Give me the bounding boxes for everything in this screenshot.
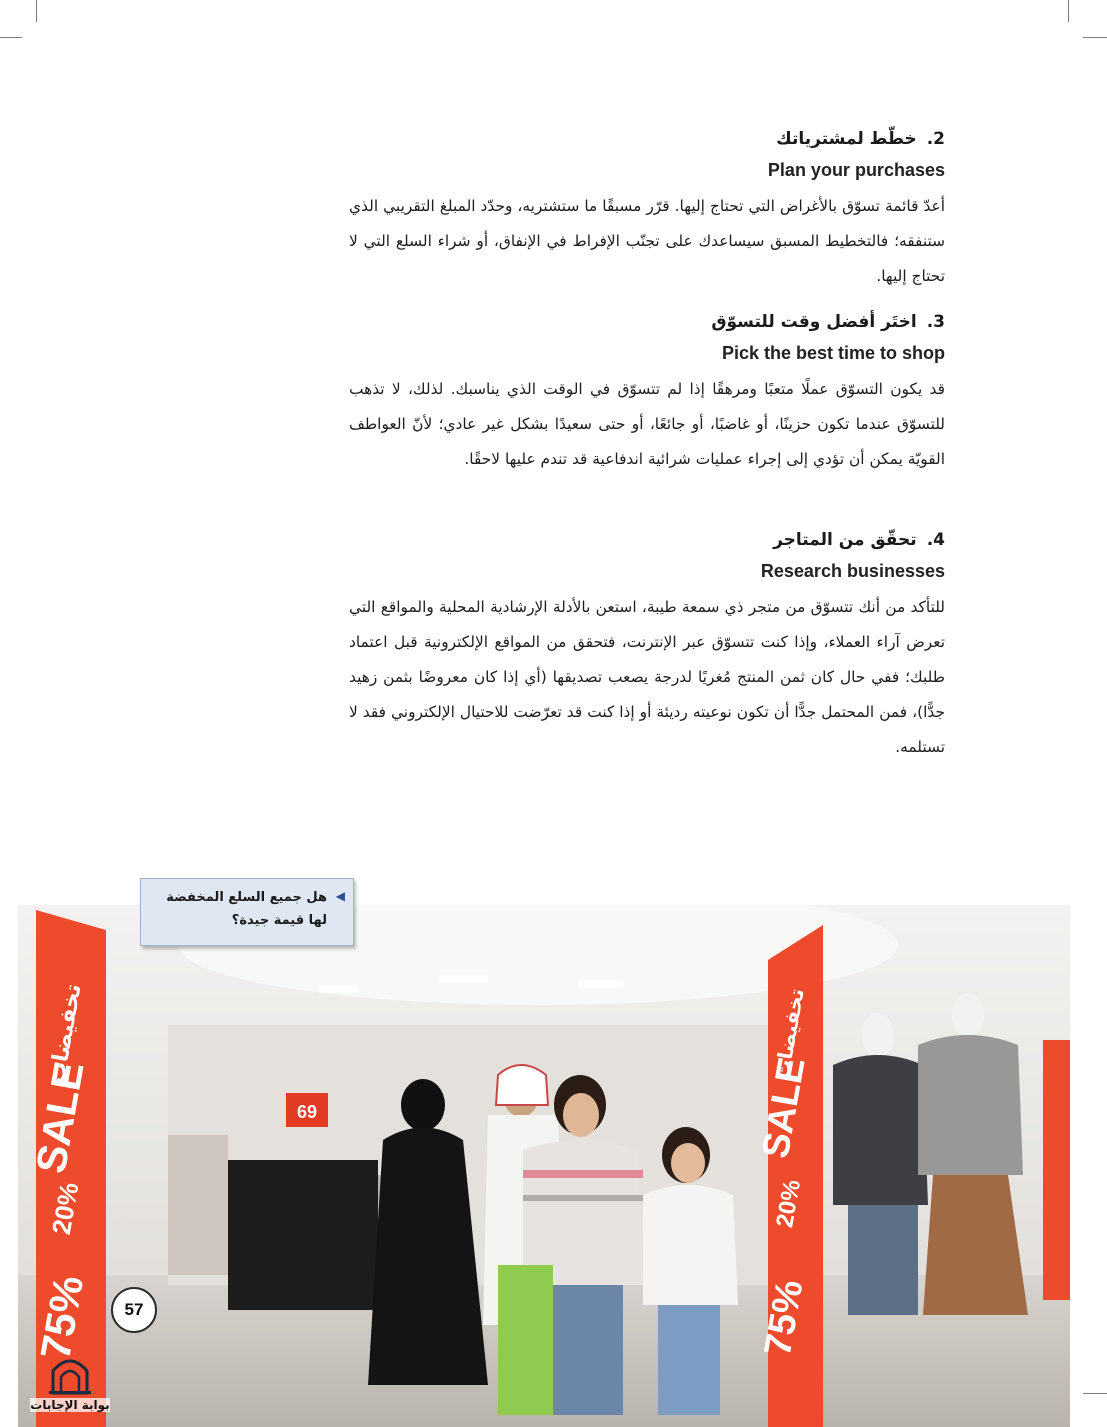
crop-mark: [36, 0, 37, 22]
crop-mark: [1083, 37, 1107, 38]
right-sign-sale: SALE: [754, 1054, 814, 1162]
triangle-pointer-icon: ◀: [335, 889, 345, 903]
section-2-paragraph: أعدّ قائمة تسوّق بالأغراض التي تحتاج إليها. قرّر مسبقًا ما ستشتريه، وحدّد المبلغ التقريبي الذي ستنفقه؛ فالتخطيط المسبق سيساعدك على تجنّب الإفراط في الإنفاق، أو شراء السلع التي لا تحتاج إليها.: [349, 197, 945, 285]
mall-photo: [18, 905, 1070, 1427]
section-4-paragraph: للتأكد من أنك تتسوّق من متجر ذي سمعة طيبة، استعن بالأدلة الإرشادية المحلية والمواقع التي تعرض آراء العملاء، وإذا كنت تتسوّق عبر الإنترنت، فتحقق من المواقع الإلكترونية قبل اعتماد طلبك؛ ففي حال كان ثمن المنتج مُغريًا لدرجة يصعب تصديقها (أي إذا كان معروضًا بثمن زهيد جدًّا)، فمن المحتمل جدًّا أن تكون نوعيته رديئة أو إذا كنت قد تعرّضت للاحتيال الإلكتروني فقد لا تستلمه.: [349, 598, 945, 756]
portal-label: بوابة الإجابات: [30, 1398, 110, 1412]
crop-mark: [1083, 1393, 1107, 1394]
price-tag-text: 69: [296, 1102, 318, 1122]
section-title-ar: 4.تحقّق من المتاجر: [773, 530, 945, 550]
section-4-header: [349, 528, 945, 584]
section-number: 2.: [926, 129, 945, 149]
portal-building-icon: [47, 1353, 93, 1395]
section-3-header: [349, 310, 945, 366]
question-callout: [140, 878, 354, 946]
left-sign-sale: SALE: [26, 1058, 93, 1177]
left-sign-ar: تخفيضات: [44, 981, 87, 1086]
mall-scene-illustration: [18, 905, 1070, 1427]
right-sign-pct1: 20%: [771, 1177, 807, 1230]
callout-line-2: لها قيمة جيدة؟: [231, 913, 327, 928]
section-number: 3.: [926, 312, 945, 332]
section-number: 4.: [926, 530, 945, 550]
section-title-en: Research businesses: [760, 561, 945, 581]
left-sign-pct1: 20%: [45, 1180, 85, 1237]
callout-text: [149, 886, 327, 932]
section-2-header: [349, 127, 945, 183]
right-sign-pct2: 75%: [756, 1276, 812, 1360]
crop-mark: [0, 37, 22, 38]
left-sign-pct2: 75%: [31, 1272, 93, 1363]
right-sign-ar: تخفيضات: [769, 986, 809, 1082]
crop-mark: [1068, 0, 1069, 22]
callout-line-1: هل جميع السلع المخفضة: [166, 890, 327, 905]
section-title-ar: 2.خطّط لمشترياتك: [776, 129, 945, 149]
section-title-ar: 3.اختَر أفضل وقت للتسوّق: [711, 312, 945, 332]
section-title-en: Plan your purchases: [767, 160, 945, 180]
section-title-en: Pick the best time to shop: [721, 343, 945, 363]
page-number: 57: [111, 1287, 157, 1333]
section-3-paragraph: قد يكون التسوّق عملًا متعبًا ومرهقًا إذا لم تتسوّق في الوقت الذي يناسبك. لذلك، لا تذهب للتسوّق عندما تكون حزينًا، أو غاضبًا، أو جائعًا، أو حتى سعيدًا بشكل غير عادي؛ لأنّ العواطف القويّة يمكن أن تؤدي إلى إجراء عمليات شرائية اندفاعية قد تندم عليها لاحقًا.: [349, 380, 945, 468]
